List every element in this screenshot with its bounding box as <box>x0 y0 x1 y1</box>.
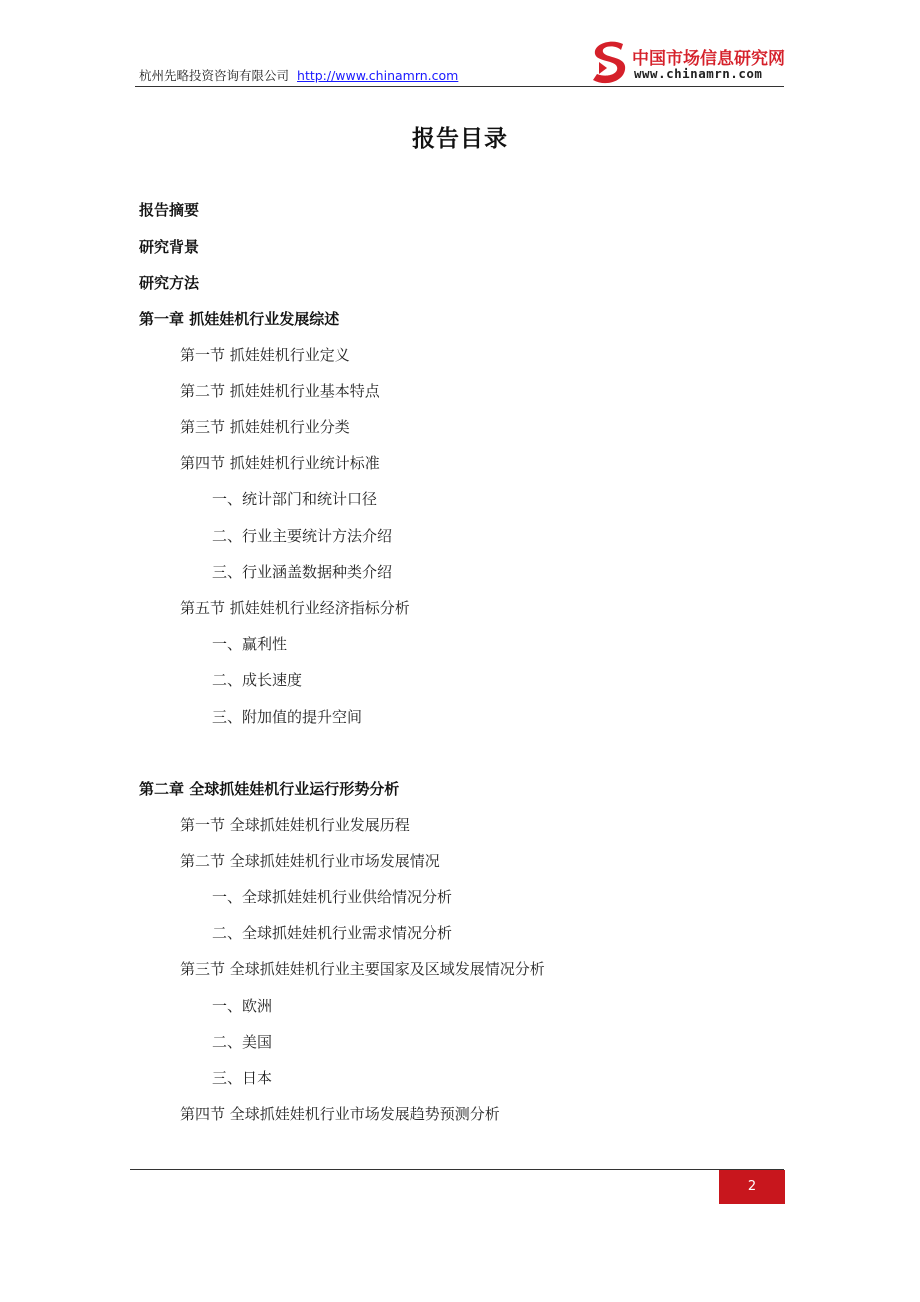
logo-title: 中国市场信息研究网 <box>632 49 785 69</box>
company-line <box>139 66 458 84</box>
toc-subsection[interactable]: 一、赢利性 <box>212 635 288 653</box>
logo-mark-icon <box>589 40 629 84</box>
toc-chapter[interactable]: 第一章 抓娃娃机行业发展综述 <box>139 310 340 328</box>
toc-subsection[interactable]: 二、全球抓娃娃机行业需求情况分析 <box>212 924 453 942</box>
page-number-badge: 2 <box>719 1170 785 1204</box>
company-name: 杭州先略投资咨询有限公司 <box>139 68 290 83</box>
toc-section[interactable]: 第四节 抓娃娃机行业统计标准 <box>180 454 380 472</box>
toc-subsection[interactable]: 一、全球抓娃娃机行业供给情况分析 <box>212 888 453 906</box>
toc-section[interactable]: 第五节 抓娃娃机行业经济指标分析 <box>180 599 410 617</box>
toc-section[interactable]: 第四节 全球抓娃娃机行业市场发展趋势预测分析 <box>180 1105 500 1123</box>
toc-subsection[interactable]: 一、欧洲 <box>212 997 273 1015</box>
page-header <box>0 0 920 100</box>
toc-section[interactable]: 第二节 全球抓娃娃机行业市场发展情况 <box>180 852 440 870</box>
toc-chapter[interactable]: 报告摘要 <box>139 201 200 219</box>
toc-subsection[interactable]: 三、附加值的提升空间 <box>212 708 363 726</box>
toc-subsection[interactable]: 三、日本 <box>212 1069 273 1087</box>
toc-chapter[interactable]: 研究方法 <box>139 274 200 292</box>
toc-chapter[interactable]: 第二章 全球抓娃娃机行业运行形势分析 <box>139 780 400 798</box>
toc-chapter[interactable]: 研究背景 <box>139 238 200 256</box>
document-title: 报告目录 <box>412 126 508 152</box>
toc-section[interactable]: 第一节 全球抓娃娃机行业发展历程 <box>180 816 410 834</box>
toc-section[interactable]: 第三节 抓娃娃机行业分类 <box>180 418 350 436</box>
toc-section[interactable]: 第一节 抓娃娃机行业定义 <box>180 346 350 364</box>
header-divider <box>135 86 784 87</box>
logo-url: www.chinamrn.com <box>634 66 763 81</box>
toc-section[interactable]: 第三节 全球抓娃娃机行业主要国家及区域发展情况分析 <box>180 960 545 978</box>
brand-logo <box>589 40 789 88</box>
footer-divider <box>130 1169 784 1170</box>
company-url-link[interactable]: http://www.chinamrn.com <box>297 68 459 83</box>
toc-subsection[interactable]: 二、行业主要统计方法介绍 <box>212 527 393 545</box>
toc-subsection[interactable]: 三、行业涵盖数据种类介绍 <box>212 563 393 581</box>
toc-subsection[interactable]: 二、美国 <box>212 1033 273 1051</box>
toc-subsection[interactable]: 二、成长速度 <box>212 671 303 689</box>
toc-section[interactable]: 第二节 抓娃娃机行业基本特点 <box>180 382 380 400</box>
toc-subsection[interactable]: 一、统计部门和统计口径 <box>212 490 378 508</box>
